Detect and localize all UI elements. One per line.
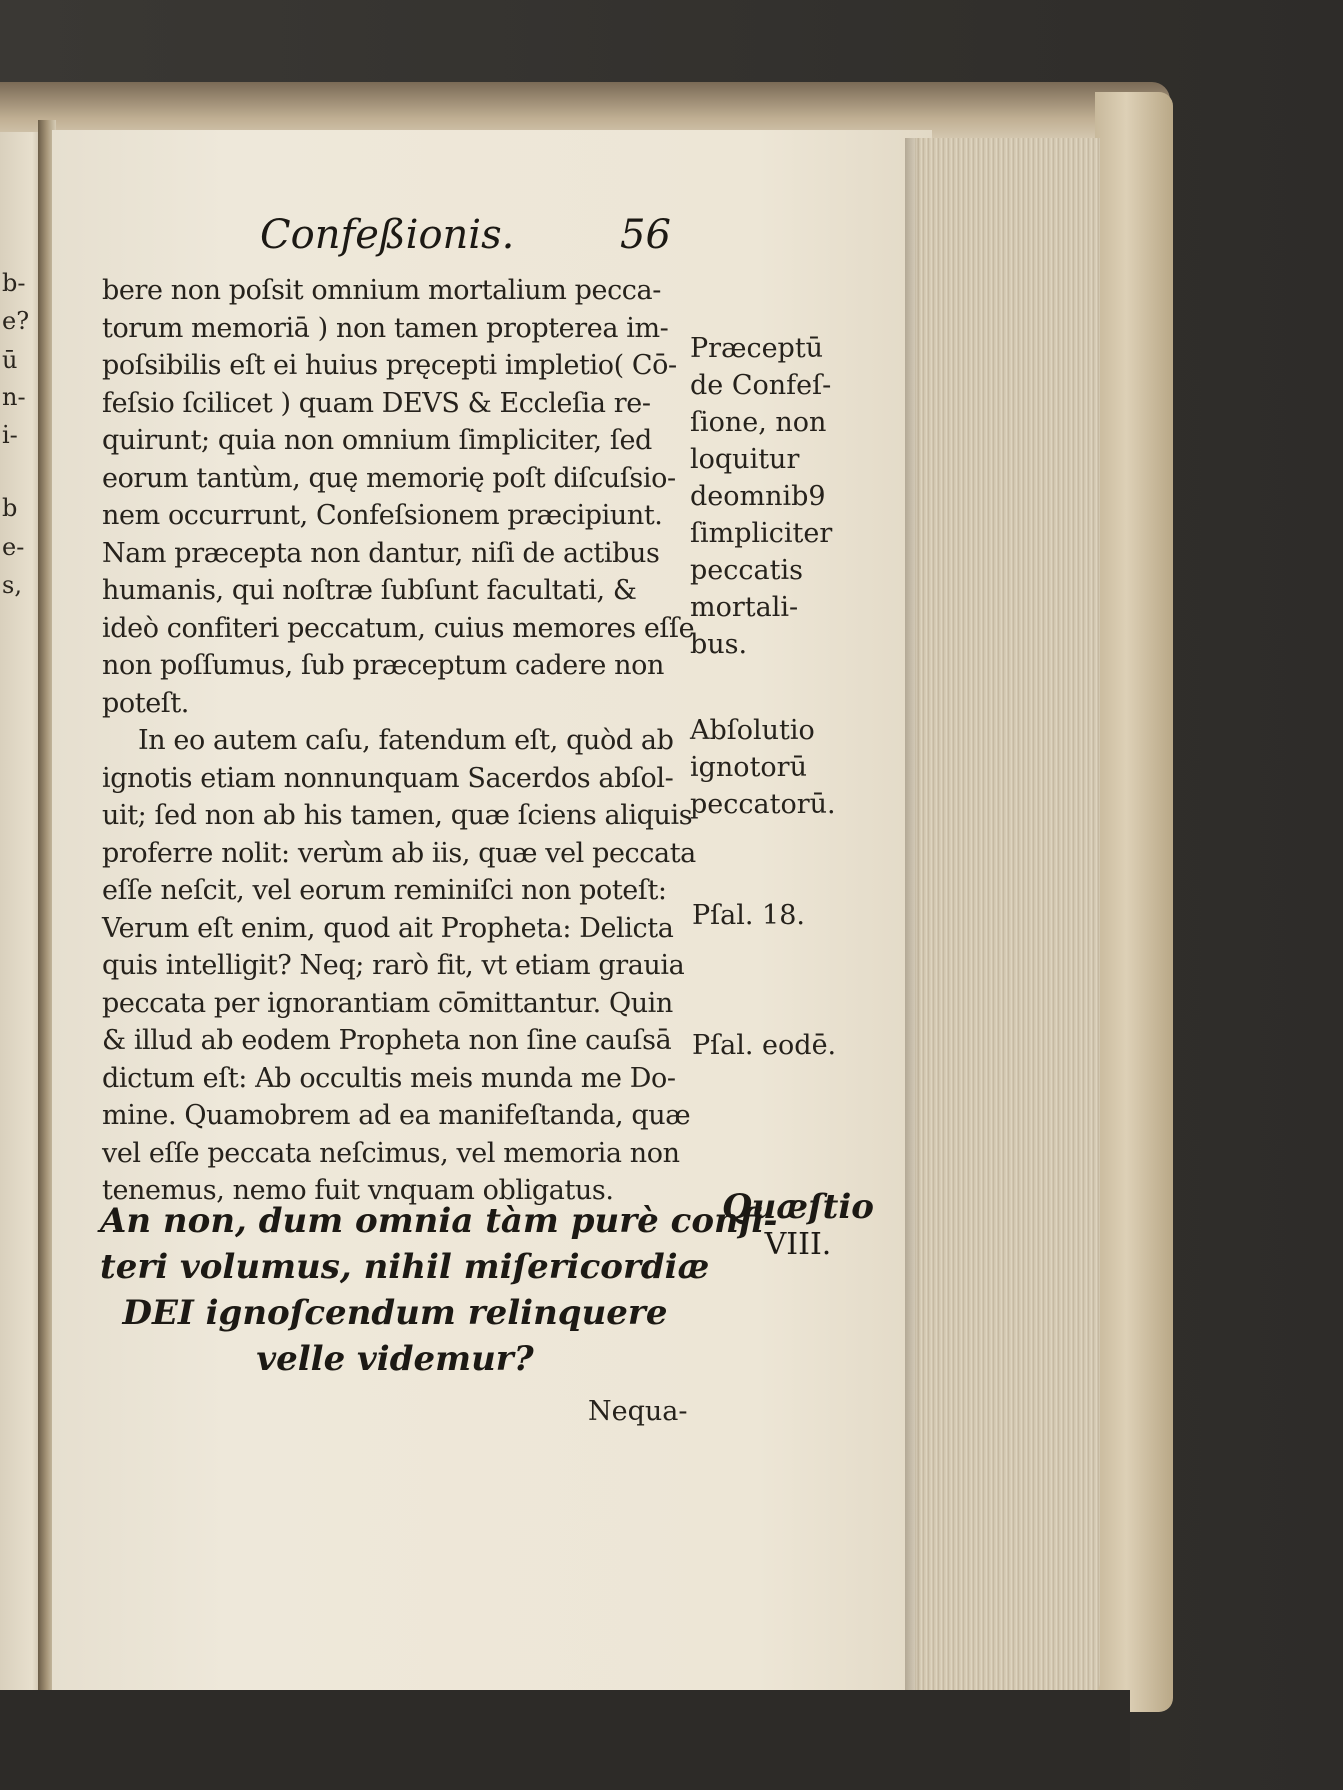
left-fragment: b- (2, 269, 26, 297)
left-fragment: n- (2, 383, 26, 411)
text-line: tenemus, nemo fuit vnquam obligatus. (102, 1175, 614, 1206)
text-line: uit; ſed non ab his tamen, quæ ſciens aliquis (102, 800, 693, 831)
text-line: quirunt; quia non omnium ſimpliciter, ſed (102, 425, 652, 456)
text-line: bere non poſsit omnium mortalium pecca- (102, 275, 661, 306)
catchword: Nequa- (588, 1396, 688, 1427)
left-fragment: e- (2, 533, 25, 561)
question-line: An non, dum omnia tàm purè confi- (100, 1201, 778, 1241)
text-line: vel eſſe peccata neſcimus, vel memoria non (102, 1137, 680, 1169)
left-fragment: b (2, 494, 18, 522)
margin-note-absolutio (690, 712, 836, 823)
text-line: & illud ab eodem Propheta non ſine cauſsā (102, 1025, 672, 1056)
text-line: torum memoriā ) non tamen propterea im- (102, 312, 669, 344)
question-line: teri volumus, nihil miſericordiæ (100, 1247, 710, 1287)
margin-line: peccatis (690, 555, 803, 586)
text-line: Nam præcepta non dantur, niſi de actibus (102, 537, 660, 569)
question-marker (722, 1188, 874, 1264)
main-text (102, 272, 696, 1210)
margin-line: de Confeſ- (690, 370, 832, 401)
text-line: peccata per ignorantiam cōmittantur. Quin (102, 987, 673, 1019)
text-line: proferre nolit: verùm ab iis, quæ vel peccata (102, 837, 696, 869)
margin-line: bus. (690, 629, 748, 660)
header-title: Confeßionis. (260, 212, 515, 258)
text-line: Verum eſt enim, quod ait Propheta: Delicta (102, 912, 674, 944)
text-line: feſsio ſcilicet ) quam DEVS & Eccleſia re- (102, 387, 651, 419)
margin-line: ſione, non (690, 407, 827, 438)
text-line: In eo autem caſu, fatendum eſt, quòd ab (138, 725, 674, 756)
text-line: ignotis etiam nonnunquam Sacerdos abſol- (102, 762, 674, 794)
margin-line: loquitur (690, 444, 800, 475)
text-line: eorum tantùm, quę memorię poſt diſcuſsio- (102, 462, 676, 494)
text-line: quis intelligit? Neq; rarò fit, vt etiam grauia (102, 950, 685, 981)
margin-line: Præceptū (690, 333, 824, 364)
margin-note-praeceptum (690, 330, 832, 663)
page-fore-edge (915, 138, 1100, 1693)
margin-note-psalm-18: Pſal. 18. (692, 900, 805, 931)
text-line: poteſt. (102, 687, 189, 719)
margin-line: ſimpliciter (690, 518, 833, 549)
running-header (260, 212, 680, 262)
text-line: ideò confiteri peccatum, cuius memores eſſe (102, 612, 695, 644)
left-fragment: s, (2, 571, 22, 599)
margin-line: ignotorū (690, 752, 807, 783)
text-line: humanis, qui noſtræ ſubſunt facultati, & (102, 575, 637, 606)
left-fragment: e? (2, 307, 30, 335)
text-line: mine. Quamobrem ad ea manifeſtanda, quæ (102, 1100, 691, 1131)
left-fragment: ū (2, 346, 18, 374)
text-line: dictum eſt: Ab occultis meis munda me Do- (102, 1062, 676, 1094)
fore-edge-shadow (905, 138, 921, 1693)
question-line: DEI ignoſcendum relinquere (122, 1293, 668, 1333)
text-line: poſsibilis eſt ei huius pręcepti impletio( Cō- (102, 350, 677, 381)
question-marker-number: VIII. (764, 1227, 832, 1262)
book-cover-edge (1095, 92, 1173, 1712)
text-line: nem occurrunt, Confeſsionem præcipiunt. (102, 500, 663, 531)
text-line: non poſſumus, ſub præceptum cadere non (102, 650, 664, 681)
text-line: eſſe neſcit, vel eorum reminiſci non poteſt: (102, 875, 667, 906)
left-fragment: i- (2, 421, 18, 449)
margin-line: deomnib9 (690, 481, 826, 512)
bottom-background (0, 1690, 1130, 1790)
margin-note-psalm-eode: Pſal. eodē. (692, 1030, 837, 1061)
question-marker-word: Quæſtio (722, 1187, 874, 1227)
page-number: 56 (620, 212, 671, 258)
margin-line: mortali- (690, 592, 799, 623)
question-heading (100, 1198, 778, 1382)
margin-line: Abſolutio (690, 715, 815, 746)
question-line: velle videmur? (256, 1339, 534, 1379)
margin-line: peccatorū. (690, 789, 836, 820)
